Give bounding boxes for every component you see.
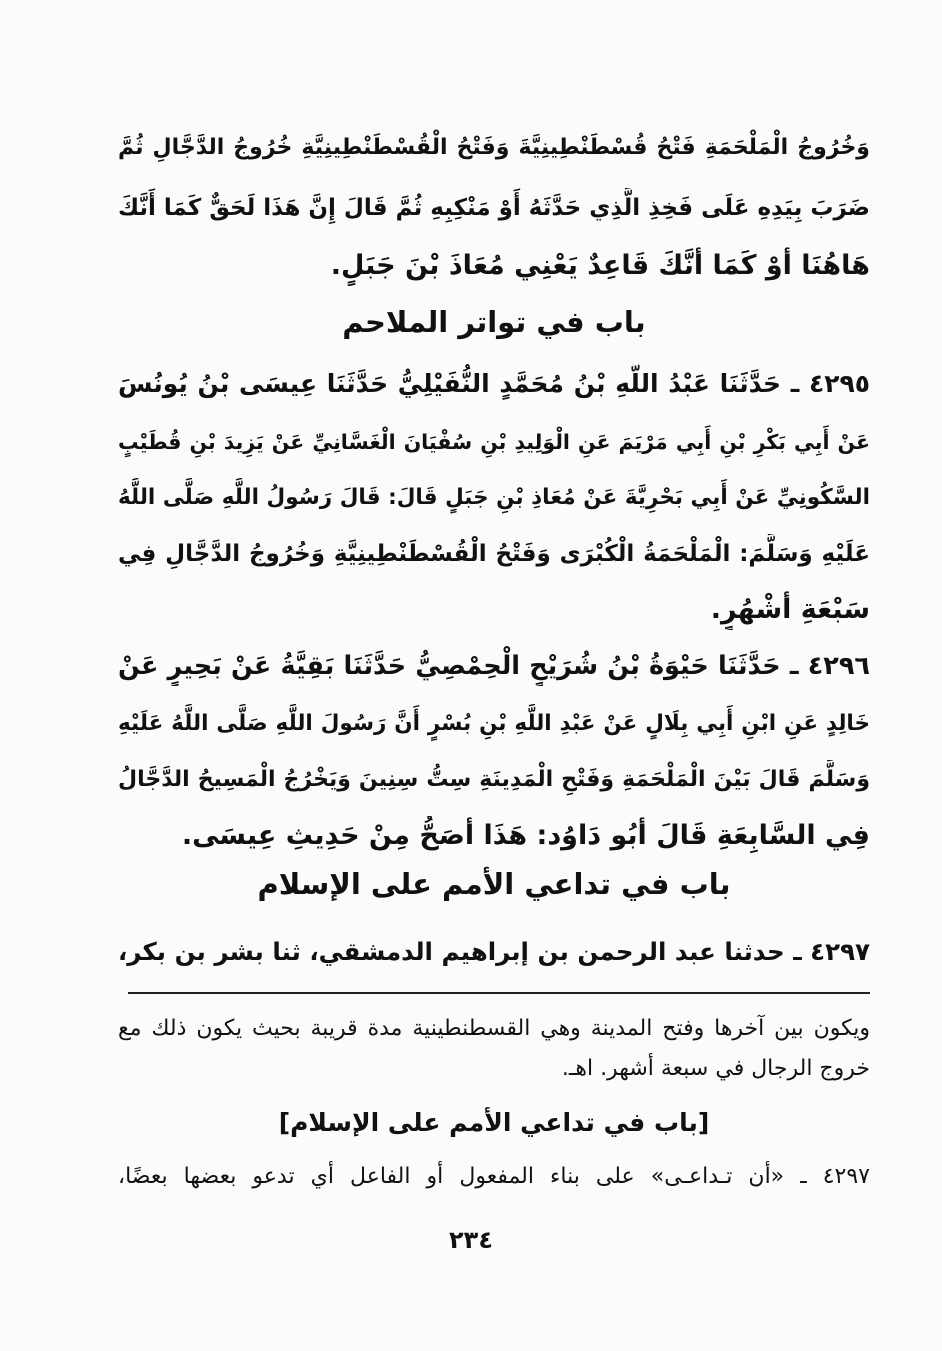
hadith-4295-line: ٤٢٩٥ ـ حَدَّثَنَا عَبْدُ اللَّهِ بْنُ مُحَمَّدٍ النُّفَيْلِيُّ حَدَّثَنَا عِيسَى بْنُ يُونُسَ: [118, 369, 870, 398]
footnote-line: خروج الرجال في سبعة أشهر. اهـ.: [561, 1056, 870, 1081]
footnote-divider: [128, 992, 870, 994]
hadith-4295-line: السَّكُونِيِّ عَنْ أَبِي بَحْرِيَّةَ عَنْ مُعَاذِ بْنِ جَبَلٍ قَالَ: قَالَ رَسُولُ اللَّهِ صَلَّى اللَّهُ: [118, 485, 870, 510]
text-line: هَاهُنَا أَوْ كَمَا أَنَّكَ قَاعِدٌ يَعْنِي مُعَاذَ بْنَ جَبَلٍ.: [330, 250, 870, 281]
footnote-line: ٤٢٩٧ ـ «أن تـداعـى» على بناء المفعول أو الفاعل أي تدعو بعضها بعضًا،: [118, 1164, 870, 1189]
text-line: ضَرَبَ بِيَدِهِ عَلَى فَخِذِ الَّذِي حَدَّثَهُ أَوْ مَنْكِبِهِ ثُمَّ قَالَ إِنَّ هَذَا لَحَقٌّ كَمَا أَنَّكَ: [118, 195, 870, 221]
hadith-4296-line: ٤٢٩٦ ـ حَدَّثَنَا حَيْوَةُ بْنُ شُرَيْحٍ الْحِمْصِيُّ حَدَّثَنَا بَقِيَّةُ عَنْ بَحِيرٍ عَنْ: [118, 651, 870, 681]
chapter-heading: باب في تواتر الملاحم: [342, 305, 646, 339]
hadith-4296-line: فِي السَّابِعَةِ قَالَ أَبُو دَاوُد: هَذَا أَصَحُّ مِنْ حَدِيثِ عِيسَى.: [181, 820, 870, 851]
hadith-4296-line: خَالِدٍ عَنِ ابْنِ أَبِي بِلَالٍ عَنْ عَبْدِ اللَّهِ بْنِ بُسْرٍ أَنَّ رَسُولَ اللَّهِ صَلَّى اللَّهُ عَلَيْهِ: [118, 711, 870, 736]
hadith-4295-line: عَلَيْهِ وَسَلَّمَ: الْمَلْحَمَةُ الْكُبْرَى وَفَتْحُ الْقُسْطَنْطِينِيَّةِ وَخُرُوجُ الدَّجَّالِ فِي: [118, 541, 870, 567]
footnote-heading: [باب في تداعي الأمم على الإسلام]: [278, 1108, 710, 1137]
hadith-4295-line: سَبْعَةِ أَشْهُرٍ.: [710, 594, 870, 625]
footnote-line: ويكون بين آخرها وفتح المدينة وهي القسطنطينية مدة قريبة بحيث يكون ذلك مع: [118, 1016, 870, 1041]
page-number: ٢٣٤: [449, 1226, 493, 1254]
hadith-4297-line: ٤٢٩٧ ـ حدثنا عبد الرحمن بن إبراهيم الدمشقي، ثنا بشر بن بكر،: [118, 937, 870, 966]
hadith-4296-line: وَسَلَّمَ قَالَ بَيْنَ الْمَلْحَمَةِ وَفَتْحِ الْمَدِينَةِ سِتُّ سِنِينَ وَيَخْرُجُ الْمَسِيحُ الدَّجَّالُ: [118, 767, 870, 792]
text-line: وَخُرُوجُ الْمَلْحَمَةِ فَتْحُ قُسْطَنْطِينِيَّةَ وَفَتْحُ الْقُسْطَنْطِينِيَّةِ خُرُوجُ الدَّجَّالِ ثُمَّ: [118, 135, 870, 160]
hadith-4295-line: عَنْ أَبِي بَكْرِ بْنِ أَبِي مَرْيَمَ عَنِ الْوَلِيدِ بْنِ سُفْيَانَ الْغَسَّانِيِّ عَنْ يَزِيدَ بْنِ قُطَيْبٍ: [118, 430, 870, 454]
chapter-heading: باب في تداعي الأمم على الإسلام: [257, 867, 731, 901]
